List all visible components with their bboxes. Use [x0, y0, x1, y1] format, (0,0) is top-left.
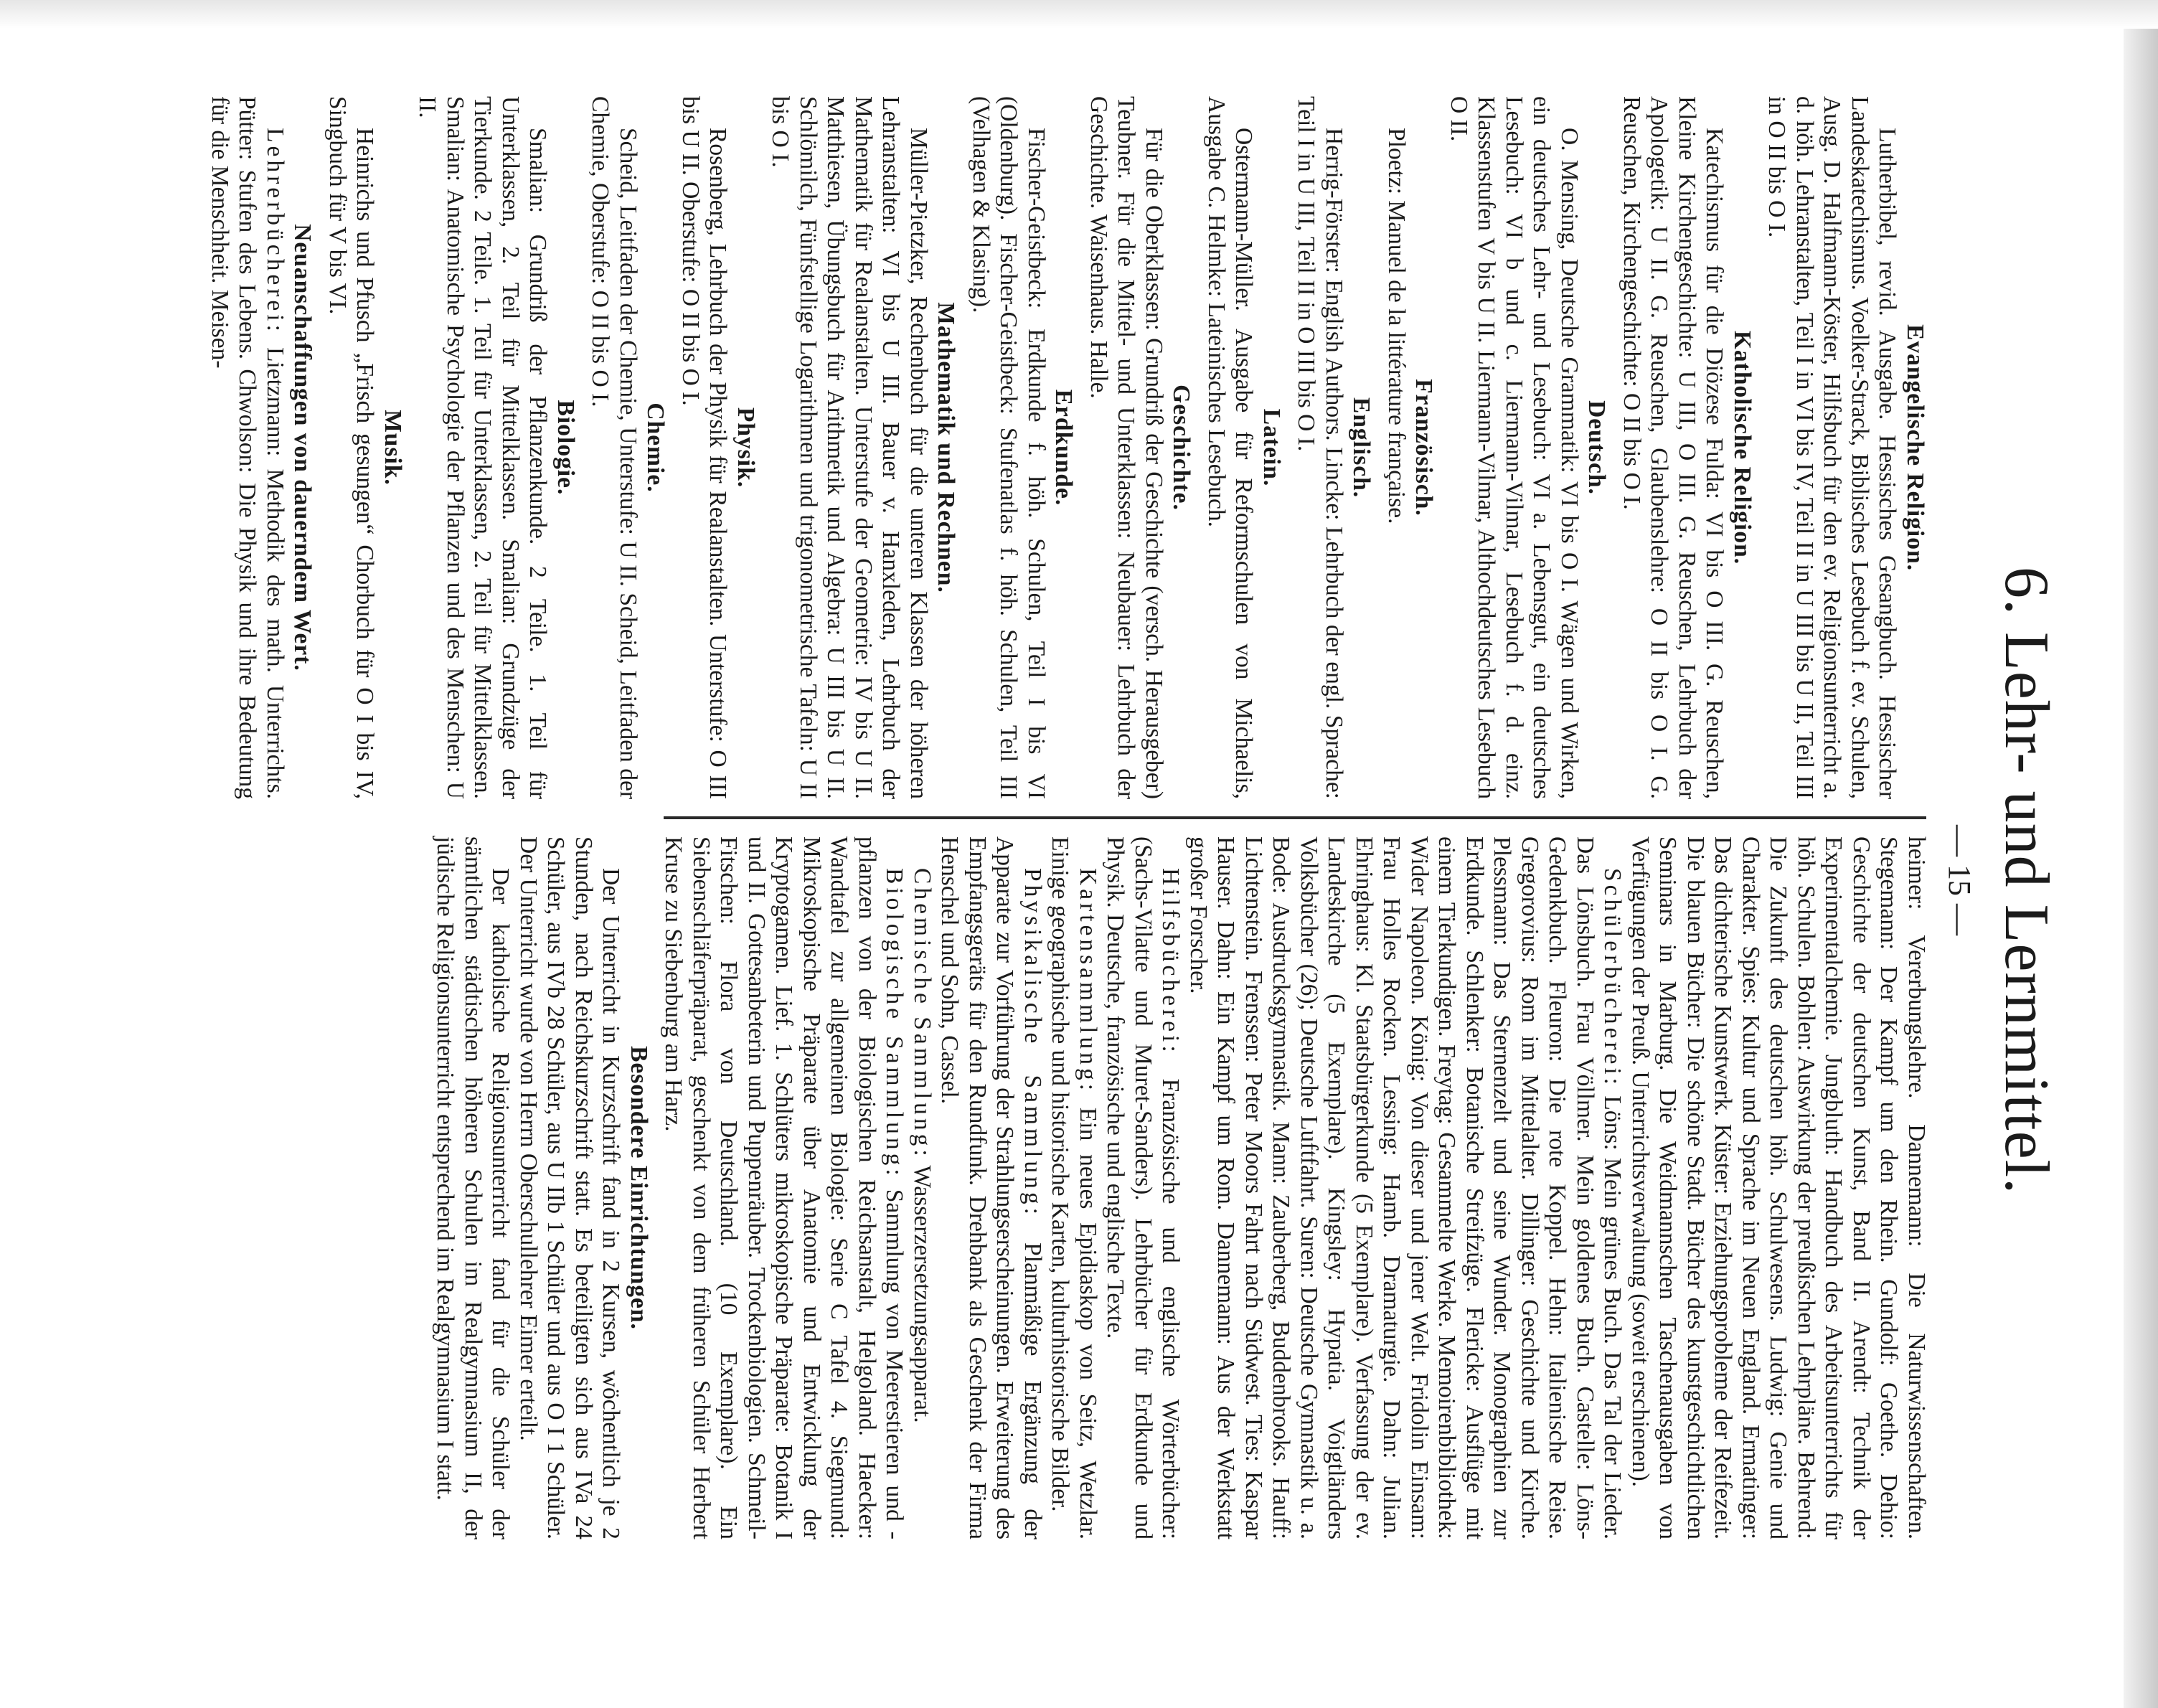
- rotated-page: [207, 43, 2066, 1628]
- paragraph-text: Der katholische Religionsunterricht fand für die Schüler der sämtlichen städtischen höheren Schulen im Realgymnasium II, der jüdische Religionsunterricht entsprechend im Realgymnasium I statt.: [432, 836, 514, 1539]
- section-paragraph: [659, 836, 908, 1539]
- paragraph-text: Wasserzersetzungsapparat.: [909, 1165, 936, 1423]
- paragraph-text: heimer: Vererbungslehre. Dannemann: Die Naturwissenschaften. Stegemann: Der Kampf um den Rhein. Gundolf: Goethe. Dehio: Geschichte der deutschen Kunst, Band II. Arendt: Technik der Experimentalchemie. Jungbluth: Handbuch des Arbeitsunterrichts für höh. Schulen. Bohlen: Auswirkung der preußischen Lehrpläne. Behrend: Die Zukunft des deutschen höh. Schulwesens. Ludwig: Genie und Charakter. Spies: Kultur und Sprache im Neuen England. Ermatinger: Das dichterische Kunstwerk. Küster: Erziehungsprobleme der Reifezeit. Die blauen Bücher: Die schöne Stadt. Bücher des kunstgeschichtlichen Seminars in Marburg. Die Weidmannschen Taschenausgaben von Verfügungen der Preuß. Unterrichtsverwaltung (soweit erschienen).: [1627, 836, 1930, 1539]
- section-paragraph: [1618, 96, 1728, 799]
- paragraph-lead: Physikalische Sammlung:: [1019, 868, 1046, 1218]
- section-heading: Physik.: [732, 407, 759, 489]
- paragraph-text: Ostermann-Müller. Ausgabe für Reformschulen von Michaelis, Ausgabe C. Helmke: Lateinisches Lesebuch.: [1203, 96, 1258, 799]
- section-paragraph: [206, 96, 289, 799]
- paragraph-text: Scheid, Leitfaden der Chemie, Unterstufe: U II. Scheid, Leitfaden der Chemie, Oberstufe: O II bis O I.: [587, 96, 641, 799]
- paragraph-text: Für die Oberklassen: Grundriß der Geschichte (versch. Herausgeber) Teubner. Für die Mittel- und Unterklassen: Neubauer: Lehrbuch der Geschichte. Waisenhaus. Halle.: [1085, 96, 1167, 799]
- paragraph-text: Ploetz: Manuel de la littérature française.: [1383, 128, 1410, 524]
- section-paragraph: [586, 96, 641, 799]
- paragraph-lead: Biologische Sammlung:: [881, 868, 908, 1179]
- section-heading: Biologie.: [552, 400, 579, 496]
- paragraph-text: Ein neues Epidiaskop von Seitz, Wetzlar. Einige geographische und historische Karten, kulturhistorische Bilder.: [1047, 836, 1101, 1539]
- section-paragraph: [1626, 836, 1931, 1539]
- paragraph-lead: Chemische Sammlung:: [909, 868, 936, 1160]
- section-paragraph: [1292, 96, 1347, 799]
- section-paragraph: [324, 96, 379, 799]
- section-paragraph: [1445, 96, 1583, 799]
- paragraph-text: O. Mensing, Deutsche Grammatik: VI bis O I. Wägen und Wirken, ein deutsches Lehr- und Lesebuch: VI a. Lebensgut, ein deutsches Lesebuch: VI b und c. Liermann-Vilmar, Lesebuch f. d. einz. Klassenstufen V bis U II. Liermann-Vilmar, Althochdeutsches Lesebuch O II.: [1446, 96, 1583, 799]
- paragraph-text: Müller-Pietzker, Rechenbuch für die unteren Klassen der höheren Lehranstalten: VI bis U III. Bauer v. Hanxleden, Lehrbuch der Mathematik für Realanstalten. Unterstufe der Geometrie: IV bis U II. Matthiesen, Übungsbuch für Arithmetik und Algebra: U III bis U II. Schlömilch, Fünfstellige Logarithmen und trigonometrische Tafeln: U II bis O I.: [767, 96, 932, 799]
- paragraph-lead: Lehrerbücherei:: [262, 128, 288, 335]
- section-heading: Chemie.: [642, 402, 669, 493]
- paragraph-text: Herrig-Förster: English Authors. Lincke: Lehrbuch der engl. Sprache: Teil I in U III, Teil II in O III bis O I.: [1293, 96, 1347, 799]
- section-paragraph: [514, 836, 625, 1539]
- paragraph-text: Heinrichs und Pfusch „Frisch gesungen“ Chorbuch für O I bis IV, Singbuch für V bis VI.: [324, 96, 379, 799]
- section-paragraph: [936, 836, 1046, 1539]
- section-paragraph: [908, 836, 936, 1539]
- paragraph-text: Löns: Mein grünes Buch. Das Tal der Lieder. Das Lönsbuch. Frau Völlmer. Mein goldenes Buch. Castelle: Löns-Gedenkbuch. Fleuron: Die rote Koppel. Hehn: Italienische Reise. Gregorovius: Rom im Mittelalter. Dillinger: Geschichte und Kirche. Plessmann: Das Sternenzelt und seine Wunder. Monographien zur Erdkunde. Schlenker: Botanische Streifzüge. Flericke: Ausflüge mit einem Tierkundigen. Freytag: Gesammelte Werke. Memoirenbibliothek: Wider Napoleon. König: Von dieser und jener Welt. Fridolin Einsam: Frau Holles Rocken. Lessing: Hamb. Dramaturgie. Dahn: Julian. Ehringhaus: Kl. Staatsbürgerkunde (5 Exemplare). Verfassung der ev. Landeskirche (5 Exemplare). Kingsley: Hypatia. Voigtländers Volksbücher (26); Deutsche Luftfahrt. Suren: Deutsche Gymnastik u. a. Bode: Ausdrucksgymnastik. Mann: Zauberberg, Buddenbrooks. Hauff: Lichtenstein. Frenssen: Peter Moors Fahrt nach Südwest. Ties: Kaspar Hauser. Dahn: Ein Kampf um Rom. Dannemann: Aus der Werkstatt großer Forscher.: [1185, 836, 1626, 1539]
- section-paragraph: [1046, 836, 1101, 1539]
- section-paragraph: [1085, 96, 1168, 799]
- section-paragraph: [766, 96, 932, 799]
- section-heading: Deutsch.: [1583, 400, 1611, 495]
- section-paragraph: [677, 96, 732, 799]
- paragraph-lead: Hilfsbücherei:: [1157, 868, 1184, 1056]
- paragraph-text: Sammlung von Meerestieren und -pflanzen von der Biologischen Reichsanstalt, Helgoland. Haecker: Wandtafel zur allgemeinen Biologie: Serie C Tafel 4. Siegmund: Mikroskopische Präparate über Anatomie und Entwicklung der Kryptogamen. Lief. 1. Schlüters mikroskopische Präparate: Botanik I und II. Gottesanbeterin und Puppenräuber. Trockenbiologien. Schmeil-Fitschen: Flora von Deutschland. (10 Exemplare). Ein Siebenschläferpräparat, geschenkt von dem früheren Schüler Herbert Kruse zu Siebenburg am Harz.: [660, 836, 908, 1539]
- page-title: 6. Lehr- und Lernmittel.: [1992, 567, 2061, 1195]
- paragraph-text: Smalian: Grundriß der Pflanzenkunde. 2 Teile. 1. Teil für Unterklassen, 2. Teil für Mittelklassen. Smalian: Grundzüge der Tierkunde. 2 Teile. 1. Teil für Unterklassen, 2. Teil für Mittelklassen. Smalian: Anatomische Psychologie der Pflanzen und des Menschen: U II.: [414, 96, 552, 799]
- left-column: [207, 96, 1930, 799]
- section-heading: Erdkunde.: [1050, 389, 1078, 506]
- section-paragraph: [1202, 96, 1258, 799]
- column-divider: [664, 816, 1926, 819]
- section-heading: Mathematik und Rechnen.: [933, 302, 960, 593]
- section-heading: Katholische Religion.: [1729, 330, 1756, 565]
- paragraph-text: Lietzmann: Methodik des math. Unterrichts. Pütter: Stufen des Lebens. Chwolson: Die Physik und ihre Bedeutung für die Menschheit. Meisen-: [207, 96, 288, 799]
- paragraph-text: Der Unterricht in Kurzschrift fand in 2 Kursen, wöchentlich je 2 Stunden, nach Reichskurzschrift statt. Es beteiligten sich aus IVa 24 Schüler, aus IVb 28 Schüler, aus U IIb 1 Schüler und aus O I 1 Schüler. Der Unterricht wurde von Herrn Oberschullehrer Eimer erteilt.: [515, 836, 625, 1539]
- section-paragraph: [967, 96, 1050, 799]
- paragraph-text: Rosenberg, Lehrbuch der Physik für Realanstalten. Unterstufe: O III bis U II. Oberstufe: O II bis O I.: [677, 96, 732, 799]
- page-number: — 15 —: [1942, 825, 1977, 935]
- section-heading: Evangelische Religion.: [1902, 324, 1928, 571]
- paragraph-text: Französische und englische Wörterbücher: (Sachs-Vilatte und Muret-Sanders). Lehrbücher für Erdkunde und Physik. Deutsche, französische und englische Texte.: [1102, 836, 1184, 1539]
- section-heading: Englisch.: [1348, 397, 1375, 499]
- section-heading: Musik.: [380, 410, 406, 486]
- paragraph-lead: Schülerbücherei:: [1599, 868, 1626, 1088]
- paragraph-text: Katechismus für die Diözese Fulda: VI bis O III. G. Reuschen, Kleine Kirchengeschichte: U III, O III. G. Reuschen, Lehrbuch der Apologetik: U II. G. Reuschen, Glaubenslehre: O II bis O I. G. Reuschen, Kirchengeschichte: O II bis O I.: [1618, 96, 1728, 799]
- section-heading: Französisch.: [1410, 379, 1438, 516]
- paragraph-lead: Kartensammlung:: [1075, 868, 1101, 1095]
- paragraph-text: Planmäßige Ergänzung der Apparate zur Vorführung der Strahlungserscheinungen. Erweiterung des Empfangsgeräts für den Rundfunk. Drehbank als Geschenk der Firma Henschel und Sohn, Cassel.: [936, 836, 1046, 1540]
- section-paragraph: [431, 836, 514, 1539]
- section-heading: Besondere Einrichtungen.: [626, 1046, 652, 1330]
- section-heading: Geschichte.: [1168, 384, 1195, 511]
- section-paragraph: [413, 96, 552, 799]
- section-heading: Latein.: [1258, 408, 1285, 487]
- paragraph-text: Lutherbibel, revid. Ausgabe. Hessisches Gesangbuch. Hessischer Landeskatechismus. Voelker-Strack, Biblisches Lesebuch f. ev. Schulen, Ausg. D. Halfmann-Köster, Hilfsbuch für den ev. Religionsunterricht a. d. höh. Lehranstalten, Teil I in VI bis IV, Teil II in U III bis U II, Teil III in O II bis O I.: [1763, 96, 1901, 799]
- section-paragraph: [1763, 96, 1901, 799]
- section-heading: Neuanschaffungen von dauerndem Wert.: [289, 224, 316, 671]
- section-paragraph: [1101, 836, 1184, 1539]
- section-paragraph: [1184, 836, 1626, 1539]
- paragraph-text: Fischer-Geistbeck: Erdkunde f. höh. Schulen, Teil I bis VI (Oldenburg). Fischer-Geistbeck: Stufenatlas f. höh. Schulen, Teil III (Velhagen & Klasing).: [968, 96, 1050, 799]
- section-paragraph: [1382, 96, 1410, 799]
- right-column: [432, 836, 1930, 1540]
